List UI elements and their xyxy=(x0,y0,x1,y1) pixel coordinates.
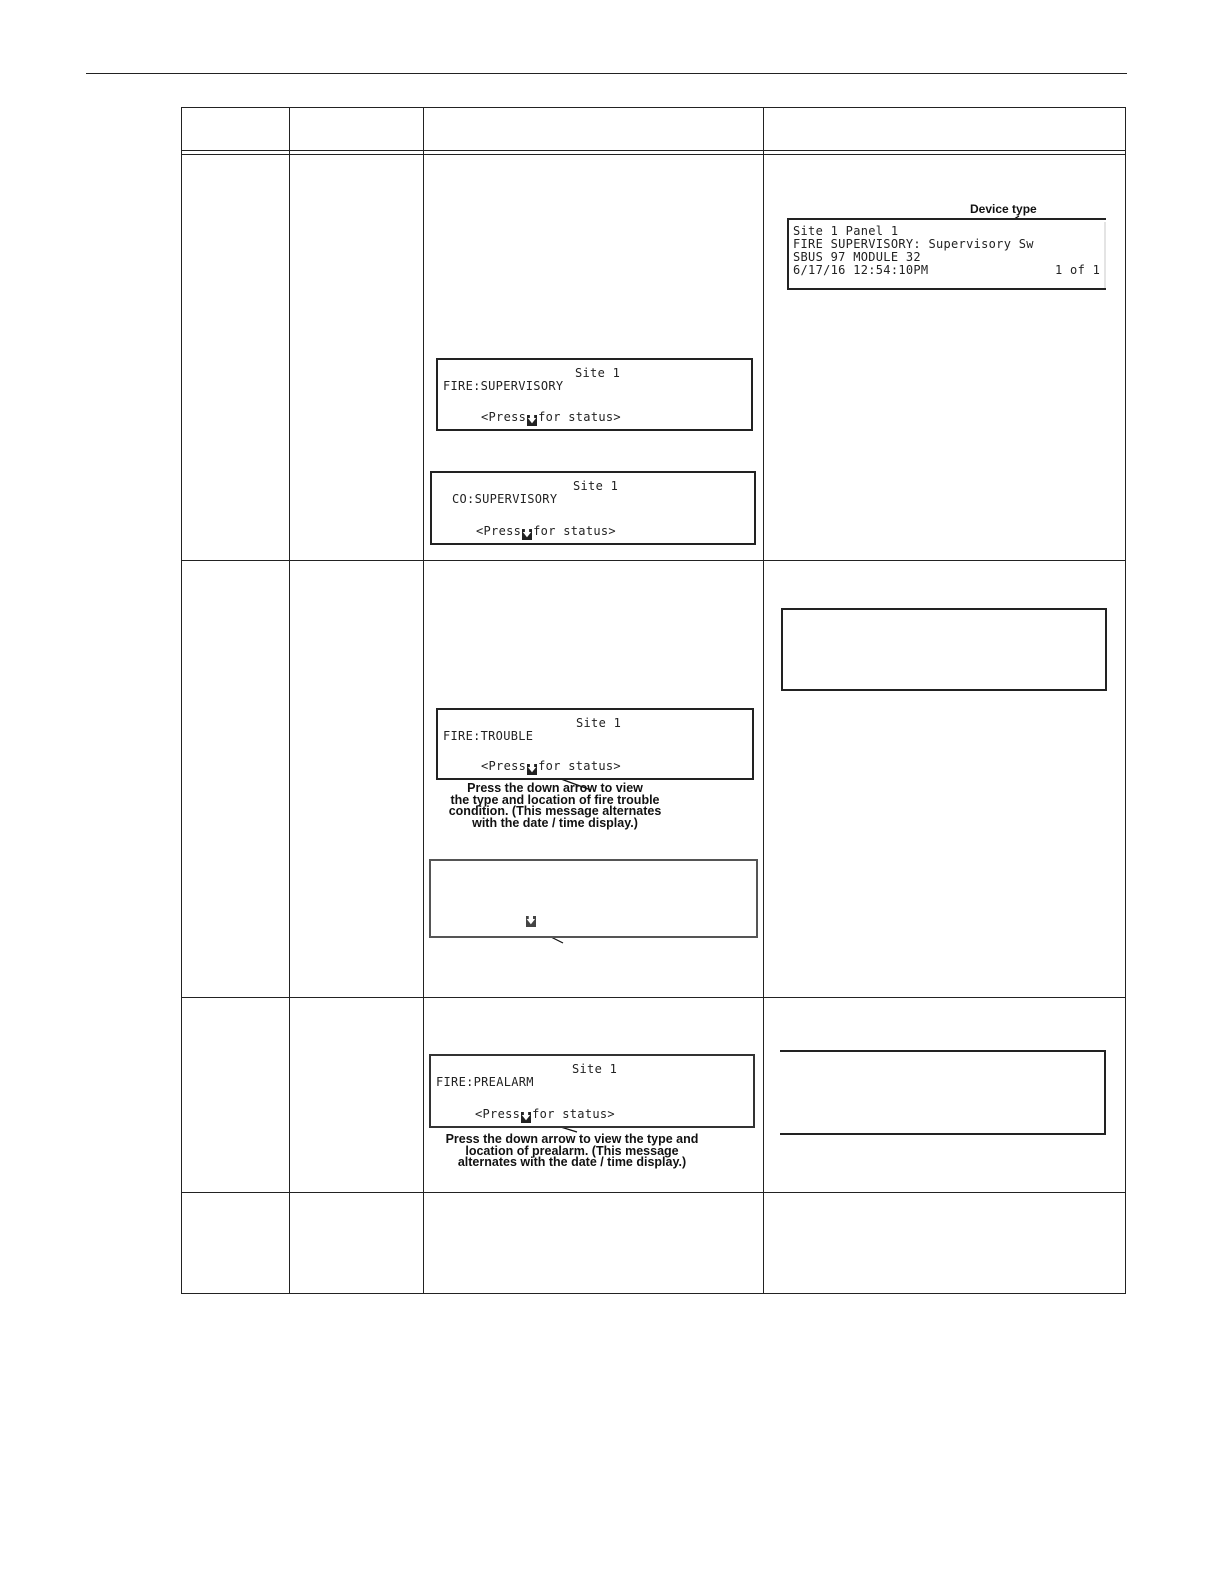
press-text: <Press xyxy=(475,1107,521,1121)
for-status-text: for status> xyxy=(538,759,621,773)
fire-prealarm-display xyxy=(429,1054,755,1128)
display-site: Site 1 xyxy=(573,479,619,493)
caption-line: Press the down arrow to view the type and xyxy=(445,1132,699,1146)
display-status: CO:SUPERVISORY xyxy=(452,492,558,506)
fire-trouble-display xyxy=(436,708,754,780)
press-text: <Press xyxy=(481,759,527,773)
for-status-text: for status> xyxy=(533,524,616,538)
detail-line-1: Site 1 Panel 1 xyxy=(793,224,899,238)
display-site: Site 1 xyxy=(575,366,621,380)
down-arrow-key-icon: 🡇 xyxy=(527,764,537,774)
caption-line: Press the down arrow to view xyxy=(467,781,643,795)
display-status: FIRE:PREALARM xyxy=(436,1075,534,1089)
display-site: Site 1 xyxy=(576,716,622,730)
trouble-caption xyxy=(430,783,680,829)
trouble-detail-display xyxy=(781,608,1107,691)
caption-line: with the date / time display.) xyxy=(472,815,638,830)
caption-line: condition. (This message alternates xyxy=(448,804,662,818)
display-status: FIRE:SUPERVISORY xyxy=(443,379,564,393)
trouble-alternate-display xyxy=(429,859,758,938)
down-arrow-key-icon: 🡇 xyxy=(527,415,537,425)
detail-count: 1 of 1 xyxy=(1055,263,1101,277)
prealarm-detail-display xyxy=(780,1050,1106,1135)
detail-line-3: SBUS 97 MODULE 32 xyxy=(793,250,921,264)
prealarm-caption xyxy=(430,1134,714,1169)
press-text: <Press xyxy=(476,524,522,538)
caption-line: the type and location of fire trouble xyxy=(450,792,660,807)
for-status-text: for status> xyxy=(532,1107,615,1121)
down-arrow-key-icon: 🡇 xyxy=(526,916,536,926)
down-arrow-key-icon: 🡇 xyxy=(522,529,532,539)
down-arrow-key-icon: 🡇 xyxy=(521,1112,531,1122)
supervisory-detail-display xyxy=(787,218,1106,290)
detail-line-2: FIRE SUPERVISORY: Supervisory Sw xyxy=(793,237,1034,251)
caption-line: location of prealarm. (This message xyxy=(465,1143,679,1158)
device-type-callout: Device type xyxy=(970,202,1037,216)
detail-date: 6/17/16 12:54:10PM xyxy=(793,263,929,277)
display-status: FIRE:TROUBLE xyxy=(443,729,534,743)
display-press-prompt xyxy=(475,1108,615,1123)
display-edge xyxy=(1104,222,1106,288)
for-status-text: for status> xyxy=(538,410,621,424)
press-text: <Press xyxy=(481,410,527,424)
caption-line: alternates with the date / time display.) xyxy=(457,1155,687,1169)
display-press-prompt xyxy=(481,760,621,775)
display-site: Site 1 xyxy=(572,1062,618,1076)
